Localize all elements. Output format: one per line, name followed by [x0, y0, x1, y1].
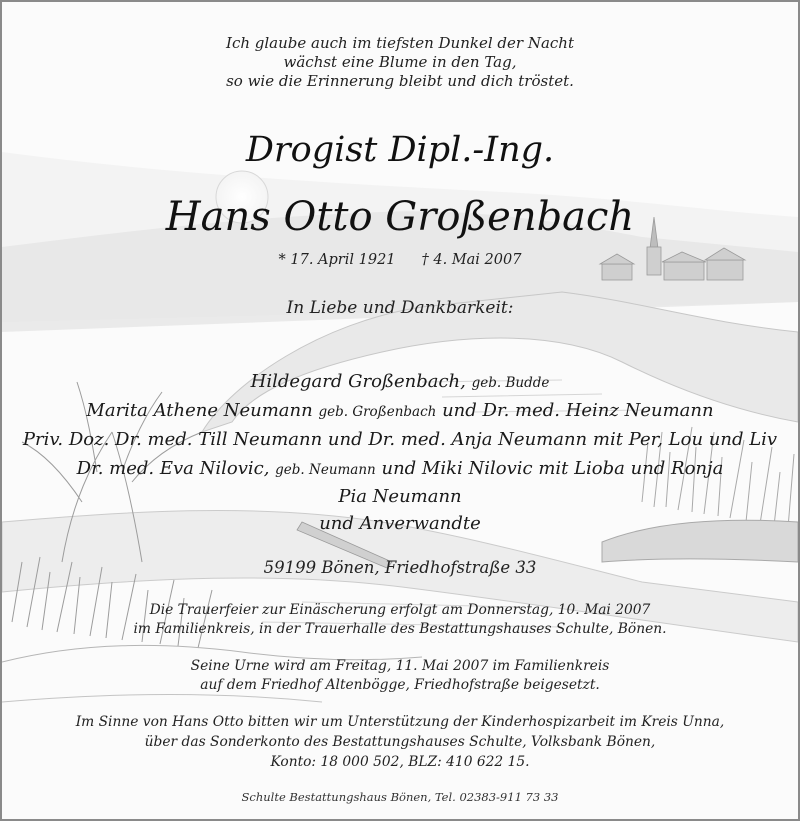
mourner-name: und Miki Nilovic mit Lioba und Ronja	[381, 458, 724, 479]
mourner-line-4	[2, 457, 798, 482]
donation-line-3: Konto: 18 000 502, BLZ: 410 622 15.	[270, 754, 530, 770]
donation-line-1: Im Sinne von Hans Otto bitten wir um Unterstützung der Kinderhospizarbeit im Kreis Unna,	[75, 714, 725, 730]
urn-line-2: auf dem Friedhof Altenbögge, Friedhofstraße beigesetzt.	[200, 677, 600, 693]
verse-line-3: so wie die Erinnerung bleibt und dich tröstet.	[226, 72, 574, 90]
mourning-address: 59199 Bönen, Friedhofstraße 33	[263, 558, 537, 577]
donation-line-2: über das Sonderkonto des Bestattungshauses Schulte, Volksbank Bönen,	[144, 734, 656, 750]
maiden-name: geb. Neumann	[275, 462, 376, 478]
dedication: In Liebe und Dankbarkeit:	[286, 298, 514, 318]
life-dates	[2, 252, 798, 268]
funeral-line-2: im Familienkreis, in der Trauerhalle des Bestattungshauses Schulte, Bönen.	[133, 621, 667, 637]
deceased-name: Hans Otto Großenbach	[165, 194, 635, 240]
mourner-line-3: Priv. Doz. Dr. med. Till Neumann und Dr. med. Anja Neumann mit Per, Lou und Liv	[22, 429, 778, 450]
mourner-name: Marita Athene Neumann	[86, 400, 313, 421]
urn-line-1: Seine Urne wird am Freitag, 11. Mai 2007 im Familienkreis	[190, 658, 610, 674]
mourner-line-2	[2, 399, 798, 424]
mourner-name: Hildegard Großenbach,	[250, 371, 466, 392]
maiden-name: geb. Budde	[471, 375, 550, 391]
deceased-title: Drogist Dipl.-Ing.	[245, 130, 555, 170]
mourner-line-6: und Anverwandte	[319, 513, 481, 534]
verse-line-2: wächst eine Blume in den Tag,	[283, 53, 517, 71]
mourner-line-5: Pia Neumann	[338, 486, 462, 507]
maiden-name: geb. Großenbach	[318, 404, 437, 420]
mourner-line-1	[2, 370, 798, 395]
death-date: † 4. Mai 2007	[421, 252, 522, 268]
verse-line-1: Ich glaube auch im tiefsten Dunkel der Nacht	[226, 34, 574, 52]
mourner-name: Dr. med. Eva Nilovic,	[76, 458, 270, 479]
mourner-name: und Dr. med. Heinz Neumann	[442, 400, 714, 421]
funeral-home-footer: Schulte Bestattungshaus Bönen, Tel. 02383-911 73 33	[241, 790, 559, 804]
funeral-line-1: Die Trauerfeier zur Einäscherung erfolgt am Donnerstag, 10. Mai 2007	[149, 602, 651, 618]
birth-date: * 17. April 1921	[278, 252, 396, 268]
